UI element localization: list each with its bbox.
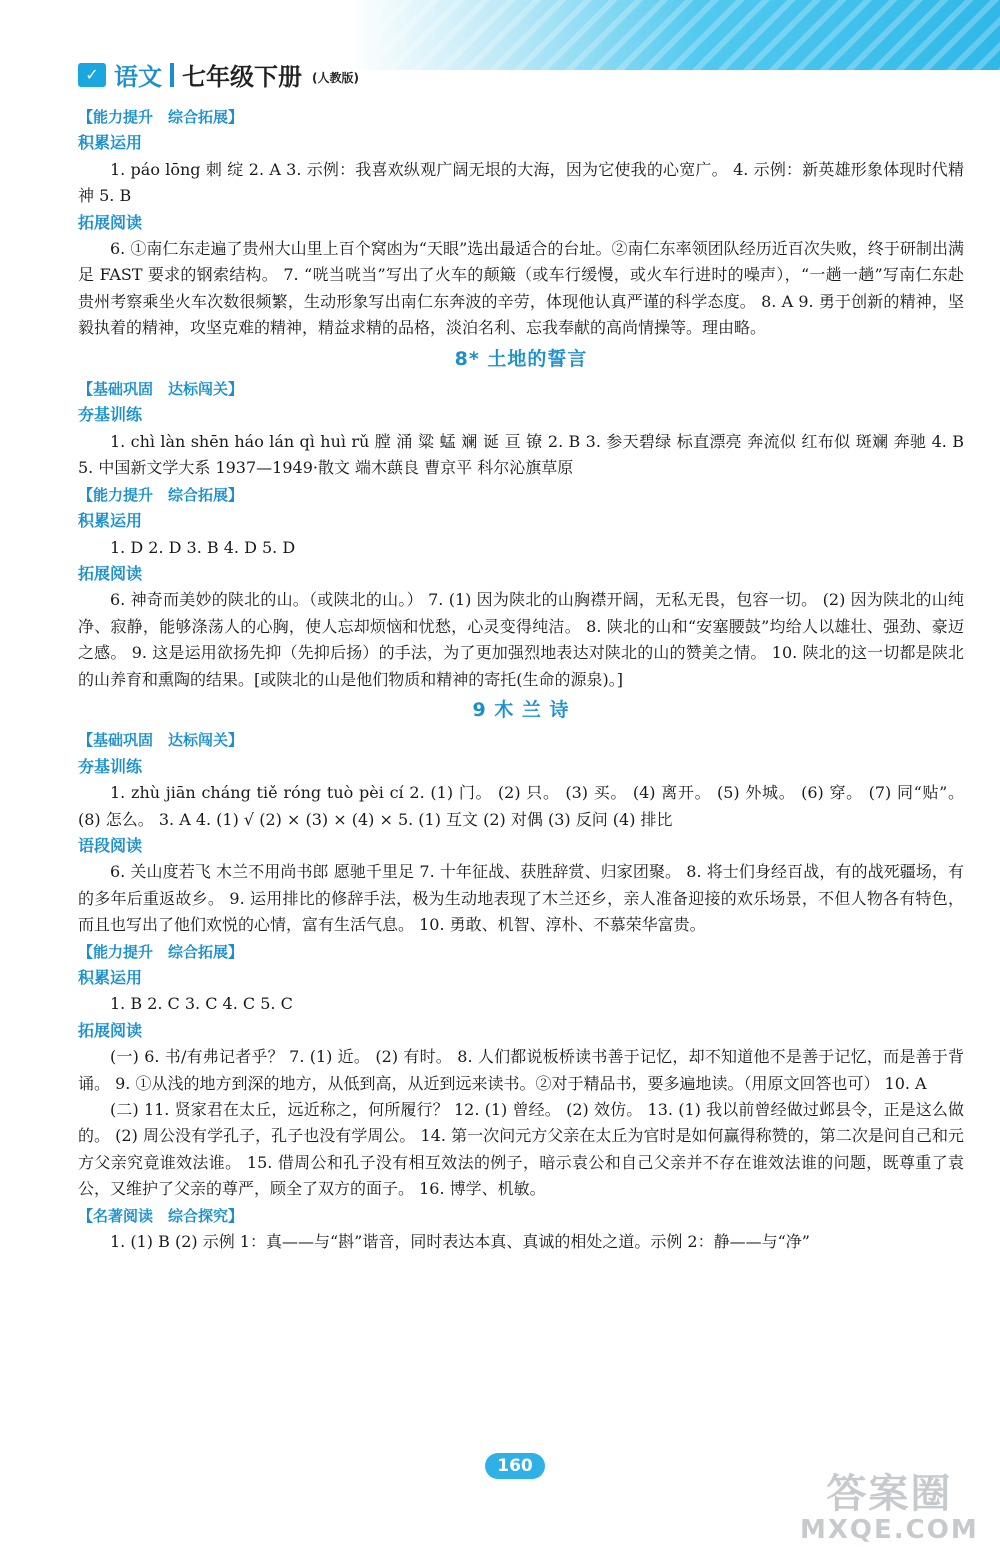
lesson-title: 8* 土地的誓言 — [454, 347, 588, 370]
header-divider — [170, 63, 174, 87]
answer-paragraph: 1. zhù jiān cháng tiě róng tuò pèi cí 2. (1) 门。 (2) 只。 (3) 买。 (4) 离开。 (5) 外城。 (6) 穿。 (7) 同“贴”。 (8) 怎么。 3. A 4. (1) √ (2) × (3) × (4) × 5. (1) 互文 (2) 对偶 (3) 反问 (4) 排比 — [78, 783, 964, 829]
page-number: 160 — [485, 1453, 545, 1479]
section-tag: 【能力提升 综合拓展】 — [78, 108, 244, 126]
subsection-heading: 语段阅读 — [78, 835, 143, 855]
subsection-heading: 拓展阅读 — [78, 563, 143, 583]
subsection-heading: 积累运用 — [78, 968, 143, 987]
subsection-heading: 拓展阅读 — [78, 212, 143, 232]
edition-label: (人教版) — [312, 71, 359, 85]
section-tag: 【能力提升 综合拓展】 — [78, 485, 244, 504]
answer-paragraph: (二) 11. 贤家君在太丘，远近称之，何所履行？ 12. (1) 曾经。 (2) 效仿。 13. (1) 我以前曾经做过邺县令，正是这么做的。 (2) 周公没有学孔子，孔子也没有学周公。 14. 第一次问元方父亲在太丘为官时是如何赢得称赞的，第二次是问自己和元方父亲究竟谁效法谁。 15. 借周公和孔子没有相互效法的例子，暗示袁公和自己父亲并不存在谁效法谁的问题，既尊重了袁公，又维护了父亲的尊严，顾全了双方的面子。 16. 博学、机敏。 — [78, 1100, 964, 1199]
answer-content — [78, 104, 964, 1255]
watermark-url: MXQE.COM — [800, 1515, 979, 1545]
lesson-title: 9 木 兰 诗 — [472, 698, 570, 721]
answer-paragraph: 1. B 2. C 3. C 4. C 5. C — [110, 994, 293, 1014]
answer-paragraph: 6. 神奇而美妙的陕北的山。（或陕北的山。） 7. (1) 因为陕北的山胸襟开阔，无私无畏，包容一切。 (2) 因为陕北的山纯净、寂静，能够涤荡人的心胸，使人忘却烦恼和忧愁，心灵变得纯洁。 8. 陕北的山和“安塞腰鼓”均给人以雄壮、强劲、豪迈之感。 9. 这是运用欲扬先抑（先抑后扬）的手法，为了更加强烈地表达对陕北的山的赞美之情。 10. 陕北的这一切都是陕北的山养育和熏陶的结果。[或陕北的山是他们物质和精神的寄托(生命的源泉)。] — [78, 590, 964, 689]
subsection-heading: 拓展阅读 — [78, 1020, 143, 1040]
section-tag: 【基础巩固 达标闯关】 — [78, 731, 244, 750]
section-tag: 【名著阅读 综合探究】 — [78, 1206, 244, 1225]
watermark-logo — [800, 1462, 979, 1545]
book-logo-icon: ✓ — [78, 63, 106, 87]
subsection-heading: 积累运用 — [78, 133, 143, 153]
page-header — [78, 57, 359, 92]
answer-paragraph: 1. D 2. D 3. B 4. D 5. D — [110, 537, 296, 557]
answer-paragraph: 6. ①南仁东走遍了贵州大山里上百个窝凼为“天眼”选出最适合的台址。②南仁东率领团队经历近百次失败，终于研制出满足 FAST 要求的钢索结构。 7. “咣当咣当”写出了火车的颠簸（或车行缓慢，或火车行进时的噪声），“一趟一趟”写南仁东赴贵州考察乘坐火车次数很频繁，生动形象写出南仁东奔波的辛劳，体现他认真严谨的科学态度。 8. A 9. 勇于创新的精神，坚毅执着的精神，攻坚克难的精神，精益求精的品格，淡泊名利、忘我奉献的高尚情操等。理由略。 — [78, 239, 964, 338]
subject-label: 语文 — [114, 63, 162, 91]
watermark-text: 答案圈 — [826, 1471, 953, 1517]
subsection-heading: 夯基训练 — [78, 756, 143, 776]
section-tag: 【基础巩固 达标闯关】 — [78, 380, 244, 399]
subsection-heading: 夯基训练 — [78, 405, 143, 425]
answer-paragraph: (一) 6. 书/有弗记者乎？ 7. (1) 近。 (2) 有时。 8. 人们都说板桥读书善于记忆，却不知道他不是善于记忆，而是善于背诵。 9. ①从浅的地方到深的地方，从低到高，从近到远来读书。②对于精品书，要多遍地读。（用原文回答也可） 10. A — [78, 1047, 964, 1093]
subsection-heading: 积累运用 — [78, 511, 143, 531]
answer-paragraph: 1. páo lōng 刺 绽 2. A 3. 示例：我喜欢纵观广阔无垠的大海，因为它使我的心宽广。 4. 示例：新英雄形象体现时代精神 5. B — [78, 159, 964, 206]
grade-label: 七年级下册 — [182, 63, 302, 91]
answer-paragraph: 6. 关山度若飞 木兰不用尚书郎 愿驰千里足 7. 十年征战、获胜辞赏、归家团聚。 8. 将士们身经百战，有的战死疆场，有的多年后重返故乡。 9. 运用排比的修辞手法，极为生动地表现了木兰还乡，亲人准备迎接的欢乐场景，不但人物各有特色，而且也写出了他们欢悦的心情，富有生活气息。 10. 勇敢、机智、淳朴、不慕荣华富贵。 — [78, 862, 964, 935]
answer-paragraph: 1. chì làn shēn háo lán qì huì rǔ 膛 涌 粱 蜢 斓 诞 亘 镣 2. B 3. 参天碧绿 标直漂亮 奔流似 红布似 斑斓 奔驰 4. B 5. 中国新文学大系 1937—1949·散文 端木蕻良 曹京平 科尔沁旗草原 — [78, 431, 964, 478]
answer-paragraph: 1. (1) B (2) 示例 1：真——与“斟”谐音，同时表达本真、真诚的相处之道。示例 2：静——与“净” — [110, 1232, 810, 1252]
section-tag: 【能力提升 综合拓展】 — [78, 942, 244, 961]
